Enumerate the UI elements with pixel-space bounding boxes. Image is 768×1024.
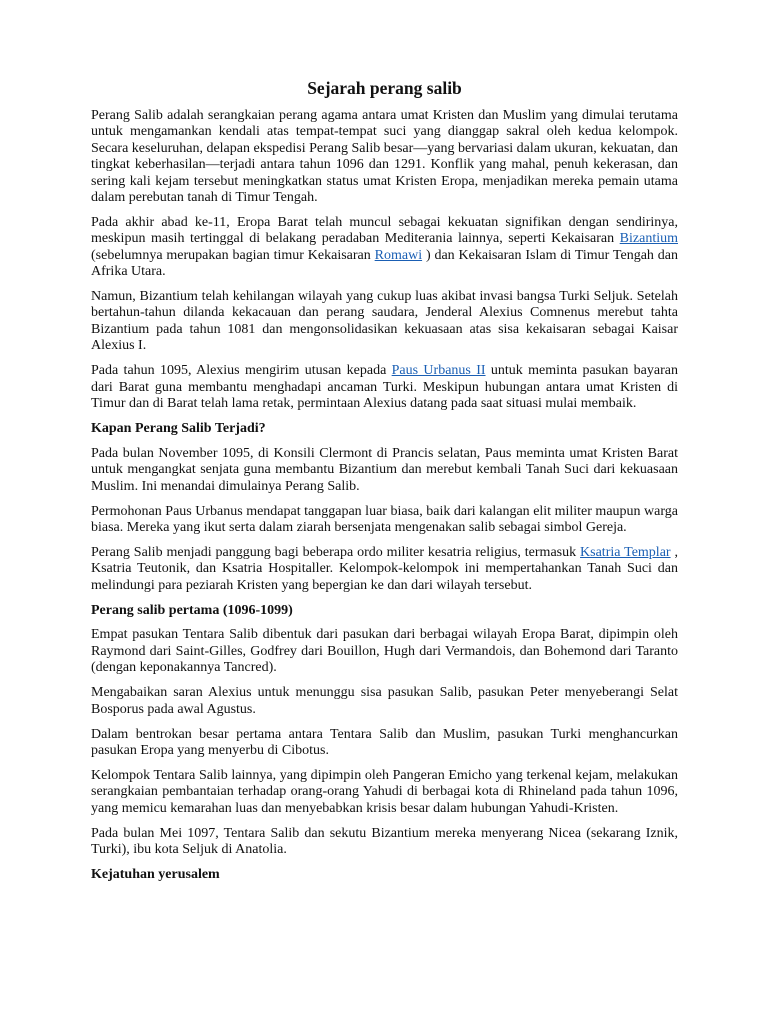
heading-first-crusade: Perang salib pertama (1096-1099)	[91, 602, 293, 618]
document-page	[91, 78, 678, 892]
paragraph-text: , Ksatria Teutonik, dan Ksatria Hospitaller. Kelompok-kelompok ini mempertahankan Tanah Suci dan melindungi para peziarah Kristen yang bepergian ke dan dari wilayah tersebut.	[91, 544, 678, 593]
paragraph-western-europe	[91, 215, 678, 281]
paragraph-military-orders	[91, 545, 678, 594]
document-title: Sejarah perang salib	[307, 78, 462, 98]
link-romawi[interactable]: Romawi	[374, 247, 423, 263]
paragraph-bosporus: Mengabaikan saran Alexius untuk menunggu sisa pasukan Salib, pasukan Peter menyeberangi Selat Bosporus pada awal Agustus.	[91, 685, 678, 717]
paragraph-text: (sebelumnya merupakan bagian timur Kekaisaran	[91, 247, 375, 263]
paragraph-response: Permohonan Paus Urbanus mendapat tanggapan luar biasa, baik dari kalangan elit militer maupun warga biasa. Mereka yang ikut serta dalam ziarah bersenjata mengenakan salib sebagai simbol Gereja.	[91, 503, 678, 535]
heading-kapan: Kapan Perang Salib Terjadi?	[91, 420, 266, 436]
paragraph-clermont: Pada bulan November 1095, di Konsili Clermont di Prancis selatan, Paus meminta umat Kristen Barat untuk mengangkat senjata guna membantu Bizantium dan merebut kembali Tanah Suci dari kekuasaan Muslim. Ini menandai dimulainya Perang Salib.	[91, 445, 678, 494]
heading-jerusalem: Kejatuhan yerusalem	[91, 866, 220, 882]
link-bizantium[interactable]: Bizantium	[619, 231, 678, 247]
link-paus-urbanus[interactable]: Paus Urbanus II	[391, 363, 486, 379]
paragraph-text: Perang Salib menjadi panggung bagi beberapa ordo militer kesatria religius, termasuk	[91, 544, 581, 560]
paragraph-byzantium-loss: Namun, Bizantium telah kehilangan wilayah yang cukup luas akibat invasi bangsa Turki Seljuk. Setelah bertahun-tahun dilanda kekacauan dan perang saudara, Jenderal Alexius Comnenus merebut tahta Bizantium pada tahun 1081 dan mengonsolidasikan kekuasaan atas sisa kekaisaran sebagai Kaisar Alexius I.	[91, 289, 678, 354]
paragraph-alexius-envoy	[91, 363, 678, 412]
link-ksatria-templar[interactable]: Ksatria Templar	[580, 544, 671, 560]
paragraph-text: Pada akhir abad ke-11, Eropa Barat telah muncul sebagai kekuatan signifikan dengan sendirinya, meskipun masih tertinggal di belakang peradaban Mediterania lainnya, seperti Kekaisaran	[91, 214, 678, 247]
paragraph-nicea: Pada bulan Mei 1097, Tentara Salib dan sekutu Bizantium mereka menyerang Nicea (sekarang Iznik, Turki), ibu kota Seljuk di Anatolia.	[91, 825, 678, 857]
paragraph-four-armies: Empat pasukan Tentara Salib dibentuk dari pasukan dari berbagai wilayah Eropa Barat, dipimpin oleh Raymond dari Saint-Gilles, Godfrey dari Bouillon, Hugh dari Vermandois, dan Bohemond dari Taranto (dengan keponakannya Tancred).	[91, 627, 678, 676]
paragraph-text: Pada tahun 1095, Alexius mengirim utusan kepada	[91, 363, 392, 379]
paragraph-text: untuk meminta pasukan bayaran dari Barat guna membantu menghadapi ancaman Turki. Meskipun hubungan antara umat Kristen di Timur dan di Barat telah lama retak, permintaan Alexius datang pada saat situasi mulai membaik.	[91, 363, 678, 411]
paragraph-intro: Perang Salib adalah serangkaian perang agama antara umat Kristen dan Muslim yang dimulai terutama untuk mengamankan kendali atas tempat-tempat suci yang dianggap sakral oleh kedua kelompok. Secara keseluruhan, delapan ekspedisi Perang Salib besar—yang bervariasi dalam ukuran, kekuatan, dan tingkat keberhasilan—terjadi antara tahun 1096 dan 1291. Konflik yang mahal, penuh kekerasan, dan sering kali kejam tersebut meningkatkan status umat Kristen Eropa, menjadikan mereka pemain utama dalam perebutan tanah di Timur Tengah.	[91, 108, 679, 206]
paragraph-cibotus: Dalam bentrokan besar pertama antara Tentara Salib dan Muslim, pasukan Turki menghancurkan pasukan Eropa yang menyerbu di Cibotus.	[91, 726, 678, 758]
paragraph-text: ) dan Kekaisaran Islam di Timur Tengah dan Afrika Utara.	[91, 247, 679, 280]
paragraph-emicho: Kelompok Tentara Salib lainnya, yang dipimpin oleh Pangeran Emicho yang terkenal kejam, melakukan serangkaian pembantaian terhadap orang-orang Yahudi di berbagai kota di Rhineland pada tahun 1096, yang memicu kemarahan luas dan menyebabkan krisis besar dalam hubungan Yahudi-Kristen.	[91, 767, 678, 816]
